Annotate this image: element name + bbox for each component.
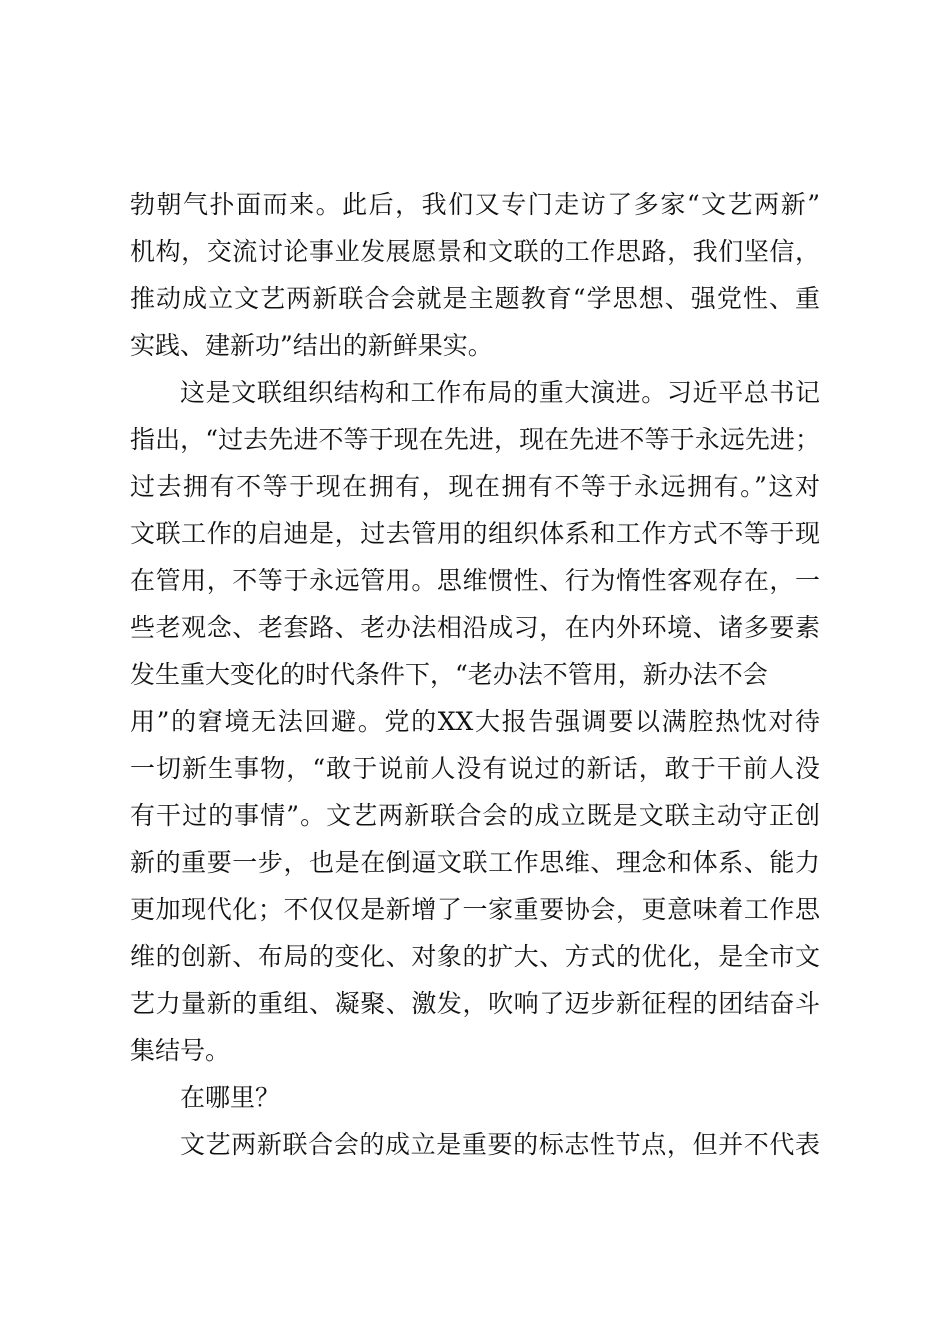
text-line: 勃朝气扑面而来。此后，我们又专门走访了多家“文艺两新” [130, 190, 820, 219]
text-line: 新的重要一步，也是在倒逼文联工作思维、理念和体系、能力 [130, 848, 820, 877]
text-line: 集结号。 [130, 1036, 231, 1065]
text-line: 机构，交流讨论事业发展愿景和文联的工作思路，我们坚信， [130, 237, 820, 266]
text-line: 用”的窘境无法回避。党的XX大报告强调要以满腔热忱对待 [130, 707, 820, 736]
text-line: 发生重大变化的时代条件下，“老办法不管用，新办法不会 [130, 660, 768, 689]
paragraph-first-line: 这是文联组织结构和工作布局的重大演进。习近平总书记 [180, 378, 820, 407]
text-line: 文联工作的启迪是，过去管用的组织体系和工作方式不等于现 [130, 519, 820, 548]
text-line: 维的创新、布局的变化、对象的扩大、方式的优化，是全市文 [130, 942, 820, 971]
document-body [130, 181, 820, 1168]
text-line: 艺力量新的重组、凝聚、激发，吹响了迈步新征程的团结奋斗 [130, 989, 820, 1018]
text-line: 过去拥有不等于现在拥有，现在拥有不等于永远拥有。”这对 [130, 472, 820, 501]
text-line: 更加现代化；不仅仅是新增了一家重要协会，更意味着工作思 [130, 895, 820, 924]
text-line: 实践、建新功”结出的新鲜果实。 [130, 331, 493, 360]
text-line: 在管用，不等于永远管用。思维惯性、行为惰性客观存在，一 [130, 566, 820, 595]
section-heading: 在哪里？ [180, 1083, 281, 1112]
text-line: 指出，“过去先进不等于现在先进，现在先进不等于永远先进； [130, 425, 820, 454]
paragraph-first-line: 文艺两新联合会的成立是重要的标志性节点，但并不代表 [180, 1130, 820, 1159]
text-line: 一切新生事物，“敢于说前人没有说过的新话，敢于干前人没 [130, 754, 820, 783]
text-line: 有干过的事情”。文艺两新联合会的成立既是文联主动守正创 [130, 801, 820, 830]
text-line: 推动成立文艺两新联合会就是主题教育“学思想、强党性、重 [130, 284, 820, 313]
text-line: 些老观念、老套路、老办法相沿成习，在内外环境、诸多要素 [130, 613, 820, 642]
